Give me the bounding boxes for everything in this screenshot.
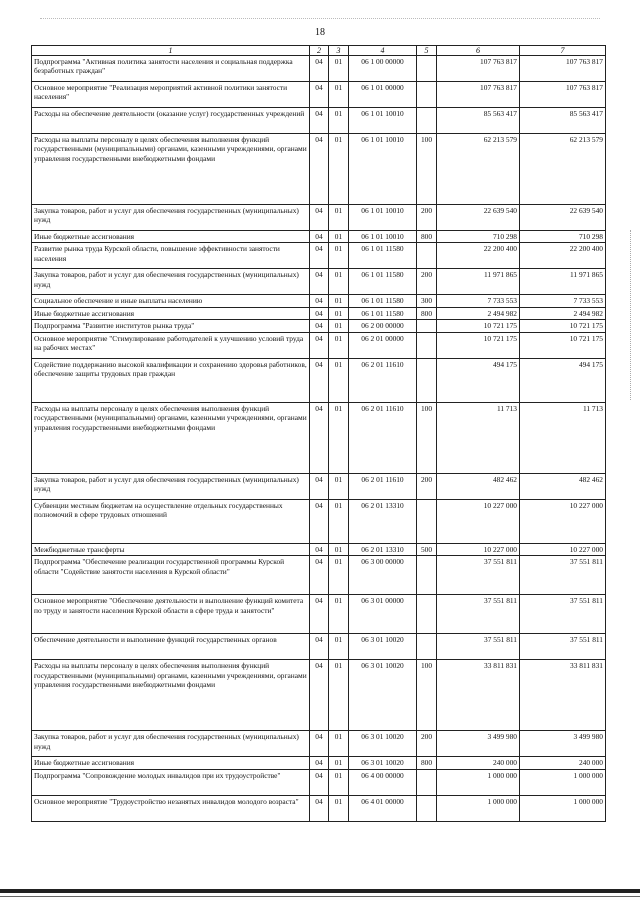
row-expense-type <box>417 56 437 82</box>
row-amount-1: 33 811 831 <box>437 660 520 731</box>
row-amount-1: 62 213 579 <box>437 134 520 205</box>
row-target-code: 06 3 00 00000 <box>349 556 417 595</box>
row-subsection: 01 <box>329 634 349 660</box>
row-subsection: 01 <box>329 205 349 231</box>
row-section: 04 <box>310 757 329 769</box>
right-margin-dots <box>630 230 632 400</box>
row-target-code: 06 1 01 11580 <box>349 243 417 269</box>
row-amount-1: 37 551 811 <box>437 556 520 595</box>
row-section: 04 <box>310 295 329 307</box>
row-amount-2: 1 000 000 <box>520 795 606 821</box>
row-name: Иные бюджетные ассигнования <box>32 307 310 319</box>
row-amount-2: 10 227 000 <box>520 543 606 555</box>
row-subsection: 01 <box>329 795 349 821</box>
row-amount-1: 2 494 982 <box>437 307 520 319</box>
row-amount-2: 1 000 000 <box>520 769 606 795</box>
header-col-1: 1 <box>32 46 310 56</box>
row-name: Расходы на выплаты персоналу в целях обеспечения выполнения функций государственными (муниципальными) органами, казенными учреждениями, органами управления государственными внебюджетными фондами <box>32 402 310 473</box>
row-amount-2: 7 733 553 <box>520 295 606 307</box>
row-amount-2: 10 721 175 <box>520 332 606 358</box>
row-subsection: 01 <box>329 358 349 402</box>
row-amount-2: 37 551 811 <box>520 595 606 634</box>
row-amount-1: 107 763 817 <box>437 56 520 82</box>
table-row <box>32 473 606 499</box>
row-expense-type: 800 <box>417 307 437 319</box>
row-section: 04 <box>310 243 329 269</box>
table-row <box>32 660 606 731</box>
row-target-code: 06 2 01 11610 <box>349 358 417 402</box>
row-expense-type: 200 <box>417 473 437 499</box>
row-subsection: 01 <box>329 82 349 108</box>
row-target-code: 06 1 01 00000 <box>349 82 417 108</box>
row-name: Подпрограмма "Развитие институтов рынка труда" <box>32 320 310 332</box>
row-section: 04 <box>310 205 329 231</box>
table-row <box>32 108 606 134</box>
row-amount-2: 10 227 000 <box>520 499 606 543</box>
row-section: 04 <box>310 556 329 595</box>
row-subsection: 01 <box>329 660 349 731</box>
row-amount-2: 62 213 579 <box>520 134 606 205</box>
row-target-code: 06 3 01 00000 <box>349 595 417 634</box>
row-section: 04 <box>310 795 329 821</box>
row-subsection: 01 <box>329 231 349 243</box>
row-section: 04 <box>310 134 329 205</box>
row-name: Закупка товаров, работ и услуг для обеспечения государственных (муниципальных) нужд <box>32 205 310 231</box>
row-amount-2: 3 499 980 <box>520 731 606 757</box>
row-target-code: 06 1 01 11580 <box>349 269 417 295</box>
row-name: Обеспечение деятельности и выполнение функций государственных органов <box>32 634 310 660</box>
row-name: Подпрограмма "Активная политика занятости населения и социальная поддержка безработных граждан" <box>32 56 310 82</box>
table-row <box>32 556 606 595</box>
row-amount-1: 10 721 175 <box>437 320 520 332</box>
row-target-code: 06 1 01 11580 <box>349 307 417 319</box>
table-row <box>32 231 606 243</box>
row-target-code: 06 2 00 00000 <box>349 320 417 332</box>
row-target-code: 06 2 01 13310 <box>349 499 417 543</box>
row-target-code: 06 3 01 10020 <box>349 634 417 660</box>
row-expense-type: 100 <box>417 134 437 205</box>
table-row <box>32 56 606 82</box>
row-section: 04 <box>310 108 329 134</box>
table-row <box>32 795 606 821</box>
table-row <box>32 769 606 795</box>
row-name: Содействие поддержанию высокой квалификации и сохранению здоровья работников, обеспечение защиты трудовых прав граждан <box>32 358 310 402</box>
table-row <box>32 307 606 319</box>
row-expense-type <box>417 108 437 134</box>
row-amount-2: 33 811 831 <box>520 660 606 731</box>
row-amount-1: 1 000 000 <box>437 769 520 795</box>
row-amount-1: 85 563 417 <box>437 108 520 134</box>
row-subsection: 01 <box>329 307 349 319</box>
row-expense-type <box>417 358 437 402</box>
row-subsection: 01 <box>329 269 349 295</box>
row-section: 04 <box>310 634 329 660</box>
row-name: Иные бюджетные ассигнования <box>32 231 310 243</box>
row-amount-2: 240 000 <box>520 757 606 769</box>
row-section: 04 <box>310 320 329 332</box>
header-col-7: 7 <box>520 46 606 56</box>
row-amount-2: 710 298 <box>520 231 606 243</box>
row-amount-2: 85 563 417 <box>520 108 606 134</box>
row-subsection: 01 <box>329 320 349 332</box>
table-row <box>32 499 606 543</box>
row-section: 04 <box>310 769 329 795</box>
row-target-code: 06 2 01 00000 <box>349 332 417 358</box>
row-section: 04 <box>310 402 329 473</box>
row-expense-type: 200 <box>417 205 437 231</box>
row-target-code: 06 3 01 10020 <box>349 757 417 769</box>
row-amount-1: 22 639 540 <box>437 205 520 231</box>
row-target-code: 06 1 01 10010 <box>349 108 417 134</box>
row-expense-type <box>417 595 437 634</box>
row-subsection: 01 <box>329 757 349 769</box>
table-row <box>32 595 606 634</box>
row-amount-1: 240 000 <box>437 757 520 769</box>
row-amount-2: 494 175 <box>520 358 606 402</box>
row-target-code: 06 3 01 10020 <box>349 660 417 731</box>
row-expense-type <box>417 795 437 821</box>
row-section: 04 <box>310 56 329 82</box>
row-name: Закупка товаров, работ и услуг для обеспечения государственных (муниципальных) нужд <box>32 473 310 499</box>
row-amount-1: 7 733 553 <box>437 295 520 307</box>
row-expense-type <box>417 82 437 108</box>
row-expense-type <box>417 332 437 358</box>
row-amount-2: 37 551 811 <box>520 634 606 660</box>
row-section: 04 <box>310 543 329 555</box>
row-amount-2: 482 462 <box>520 473 606 499</box>
row-subsection: 01 <box>329 731 349 757</box>
row-expense-type: 100 <box>417 402 437 473</box>
table-row <box>32 757 606 769</box>
row-target-code: 06 4 00 00000 <box>349 769 417 795</box>
row-name: Основное мероприятие "Обеспечение деятельности и выполнение функций комитета по труду и занятости населения Курской области в сфере труда и занятости" <box>32 595 310 634</box>
row-name: Расходы на обеспечение деятельности (оказание услуг) государственных учреждений <box>32 108 310 134</box>
header-col-2: 2 <box>310 46 329 56</box>
table-row <box>32 358 606 402</box>
row-amount-1: 37 551 811 <box>437 595 520 634</box>
row-expense-type: 200 <box>417 269 437 295</box>
row-expense-type: 800 <box>417 231 437 243</box>
row-section: 04 <box>310 499 329 543</box>
row-target-code: 06 1 01 11580 <box>349 295 417 307</box>
row-amount-2: 107 763 817 <box>520 82 606 108</box>
row-subsection: 01 <box>329 595 349 634</box>
row-expense-type: 800 <box>417 757 437 769</box>
row-expense-type: 300 <box>417 295 437 307</box>
row-name: Основное мероприятие "Стимулирование работодателей к улучшению условий труда на рабочих местах" <box>32 332 310 358</box>
row-section: 04 <box>310 358 329 402</box>
row-amount-1: 3 499 980 <box>437 731 520 757</box>
row-subsection: 01 <box>329 56 349 82</box>
header-col-6: 6 <box>437 46 520 56</box>
row-section: 04 <box>310 473 329 499</box>
row-subsection: 01 <box>329 108 349 134</box>
row-expense-type <box>417 769 437 795</box>
row-section: 04 <box>310 231 329 243</box>
row-name: Подпрограмма "Сопровождение молодых инвалидов при их трудоустройстве" <box>32 769 310 795</box>
row-target-code: 06 1 00 00000 <box>349 56 417 82</box>
table-row <box>32 82 606 108</box>
table-row <box>32 731 606 757</box>
row-amount-1: 482 462 <box>437 473 520 499</box>
row-amount-2: 10 721 175 <box>520 320 606 332</box>
row-target-code: 06 2 01 13310 <box>349 543 417 555</box>
row-amount-2: 11 713 <box>520 402 606 473</box>
row-target-code: 06 1 01 10010 <box>349 205 417 231</box>
row-expense-type: 200 <box>417 731 437 757</box>
row-subsection: 01 <box>329 473 349 499</box>
row-amount-1: 494 175 <box>437 358 520 402</box>
row-subsection: 01 <box>329 243 349 269</box>
row-name: Основное мероприятие "Реализация мероприятий активной политики занятости населения" <box>32 82 310 108</box>
row-section: 04 <box>310 332 329 358</box>
table-row <box>32 543 606 555</box>
table-row <box>32 402 606 473</box>
row-section: 04 <box>310 660 329 731</box>
row-amount-1: 10 721 175 <box>437 332 520 358</box>
row-amount-2: 2 494 982 <box>520 307 606 319</box>
row-name: Иные бюджетные ассигнования <box>32 757 310 769</box>
bottom-scan-line <box>0 896 640 897</box>
table-row <box>32 205 606 231</box>
row-target-code: 06 3 01 10020 <box>349 731 417 757</box>
row-section: 04 <box>310 307 329 319</box>
row-target-code: 06 4 01 00000 <box>349 795 417 821</box>
row-amount-2: 107 763 817 <box>520 56 606 82</box>
row-name: Закупка товаров, работ и услуг для обеспечения государственных (муниципальных) нужд <box>32 731 310 757</box>
row-amount-2: 11 971 865 <box>520 269 606 295</box>
row-expense-type <box>417 243 437 269</box>
table-row <box>32 134 606 205</box>
row-amount-1: 1 000 000 <box>437 795 520 821</box>
row-amount-1: 10 227 000 <box>437 543 520 555</box>
table-row <box>32 269 606 295</box>
row-section: 04 <box>310 82 329 108</box>
row-name: Межбюджетные трансферты <box>32 543 310 555</box>
row-name: Субвенции местным бюджетам на осуществление отдельных государственных полномочий в сфере трудовых отношений <box>32 499 310 543</box>
row-amount-1: 11 713 <box>437 402 520 473</box>
row-amount-1: 710 298 <box>437 231 520 243</box>
row-subsection: 01 <box>329 332 349 358</box>
row-section: 04 <box>310 595 329 634</box>
row-section: 04 <box>310 731 329 757</box>
bottom-scan-bar <box>0 889 640 893</box>
row-target-code: 06 1 01 10010 <box>349 134 417 205</box>
header-row <box>32 46 606 56</box>
row-amount-1: 11 971 865 <box>437 269 520 295</box>
row-amount-1: 22 200 400 <box>437 243 520 269</box>
row-amount-1: 10 227 000 <box>437 499 520 543</box>
header-col-4: 4 <box>349 46 417 56</box>
row-name: Социальное обеспечение и иные выплаты населению <box>32 295 310 307</box>
row-subsection: 01 <box>329 295 349 307</box>
table-row <box>32 320 606 332</box>
row-target-code: 06 2 01 11610 <box>349 473 417 499</box>
row-subsection: 01 <box>329 134 349 205</box>
row-section: 04 <box>310 269 329 295</box>
row-expense-type <box>417 499 437 543</box>
row-subsection: 01 <box>329 402 349 473</box>
row-amount-2: 22 200 400 <box>520 243 606 269</box>
table-row <box>32 295 606 307</box>
row-expense-type <box>417 556 437 595</box>
row-amount-2: 37 551 811 <box>520 556 606 595</box>
row-expense-type <box>417 634 437 660</box>
header-col-5: 5 <box>417 46 437 56</box>
budget-table <box>31 45 606 822</box>
row-name: Основное мероприятие "Трудоустройство незанятых инвалидов молодого возраста" <box>32 795 310 821</box>
row-amount-1: 37 551 811 <box>437 634 520 660</box>
row-name: Расходы на выплаты персоналу в целях обеспечения выполнения функций государственными (муниципальными) органами, казенными учреждениями, органами управления государственными внебюджетными фондами <box>32 660 310 731</box>
row-name: Подпрограмма "Обеспечение реализации государственной программы Курской области "Содействие занятости населения в Курской области" <box>32 556 310 595</box>
row-expense-type: 100 <box>417 660 437 731</box>
row-subsection: 01 <box>329 769 349 795</box>
row-target-code: 06 2 01 11610 <box>349 402 417 473</box>
row-expense-type <box>417 320 437 332</box>
row-target-code: 06 1 01 10010 <box>349 231 417 243</box>
row-subsection: 01 <box>329 543 349 555</box>
table-row <box>32 332 606 358</box>
row-subsection: 01 <box>329 499 349 543</box>
row-name: Развитие рынка труда Курской области, повышение эффективности занятости населения <box>32 243 310 269</box>
row-name: Расходы на выплаты персоналу в целях обеспечения выполнения функций государственными (муниципальными) органами, казенными учреждениями, органами управления государственными внебюджетными фондами <box>32 134 310 205</box>
row-subsection: 01 <box>329 556 349 595</box>
table-row <box>32 243 606 269</box>
row-name: Закупка товаров, работ и услуг для обеспечения государственных (муниципальных) нужд <box>32 269 310 295</box>
row-amount-2: 22 639 540 <box>520 205 606 231</box>
row-amount-1: 107 763 817 <box>437 82 520 108</box>
header-col-3: 3 <box>329 46 349 56</box>
table-row <box>32 634 606 660</box>
row-expense-type: 500 <box>417 543 437 555</box>
page-number: 18 <box>315 27 325 38</box>
top-dotted-rule <box>40 18 600 21</box>
